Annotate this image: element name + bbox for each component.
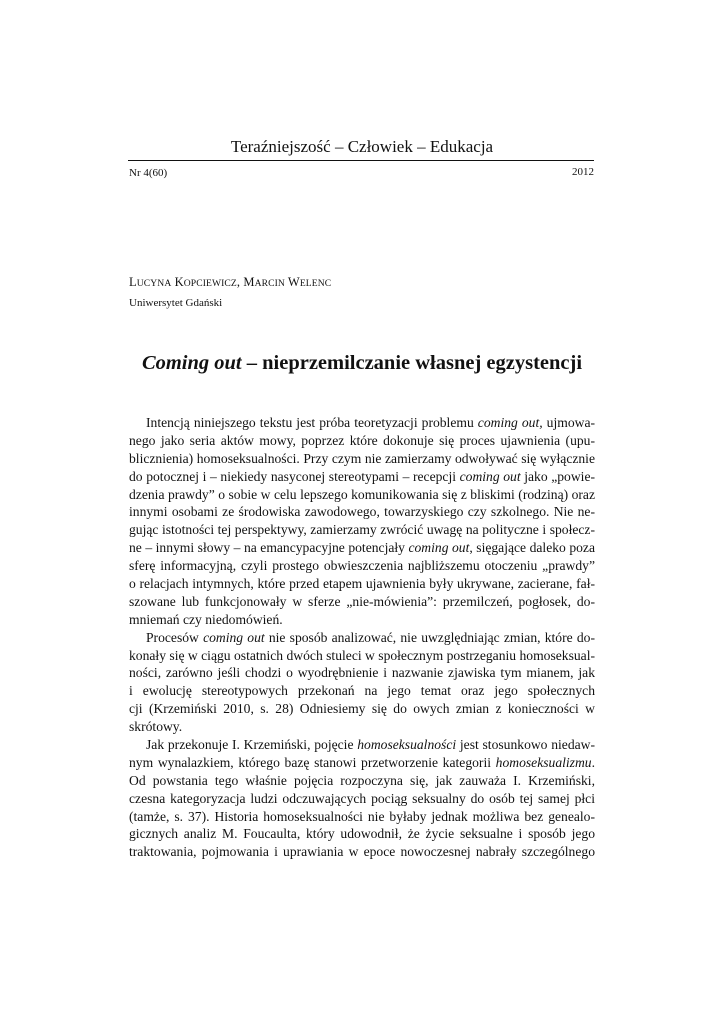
- author-names: [129, 274, 331, 292]
- body-text-run: Intencją niniejszego tekstu jest próba teoretyzacji problemu: [146, 415, 478, 430]
- body-text-run: Procesów: [146, 629, 204, 645]
- author-1-surname-rest: OPCIEWICZ: [183, 278, 237, 289]
- body-text-run: nie sposób analizować, nie uwzględniając zmian, które do-: [264, 629, 595, 645]
- body-text-run: skrótowy.: [129, 719, 183, 735]
- body-line: [129, 611, 595, 629]
- body-line: [129, 414, 595, 432]
- body-text-run: Od powstania tego właśnie pojęcia rozpoczyna się, jak zauważa I. Krzemiński,: [129, 772, 595, 788]
- body-line: [129, 593, 595, 611]
- body-italic-term: homoseksualizmu: [495, 754, 592, 770]
- body-text-run: ne – innymi słowy – na emancypacyjne potencjały: [129, 540, 409, 556]
- author-affiliation: Uniwersytet Gdański: [129, 297, 223, 309]
- body-line: [129, 790, 595, 808]
- body-text-run: ujmowa-: [542, 415, 595, 430]
- body-line: [129, 736, 595, 754]
- header-rule: [128, 160, 594, 161]
- article-title-italic: Coming out: [141, 352, 242, 374]
- body-text-run: innymi osobami ze środowiska zawodowego, towarzyskiego czy szkolnego. Nie ne-: [129, 504, 595, 520]
- body-italic-term: coming out: [459, 468, 521, 484]
- body-italic-term: homoseksualności: [357, 737, 457, 753]
- body-line: [129, 825, 595, 843]
- body-text-run: nego jako seria aktów mowy, poprzez które dokonuje się proces ujawnienia (upu-: [129, 432, 595, 448]
- body-text-run: dzenia prawdy” o sobie w celu lepszego komunikowania się z bliskimi (rodziną) oraz: [129, 486, 595, 502]
- body-line: [129, 521, 595, 539]
- body-text-run: o relacjach intymnych, które przed etapem ujawnienia były ukrywane, zacierane, fał-: [129, 576, 595, 592]
- body-text-run: czesna kategoryzacja ludzi odczuwających pociąg seksualny do osób tej samej płci: [129, 790, 595, 806]
- body-text-run: (tamże, s. 37). Historia homoseksualności nie byłaby jednak możliwa bez genealo-: [129, 808, 595, 824]
- body-line: [129, 647, 595, 665]
- body-line: [129, 575, 595, 593]
- article-title: [0, 350, 724, 376]
- author-1-surname-initial: K: [174, 275, 184, 289]
- body-text-run: i ewolucję stereotypowych przekonań na jego temat oraz jego społecznych: [129, 683, 595, 699]
- body-italic-term: coming out: [408, 540, 470, 556]
- body-line: [129, 664, 595, 682]
- body-italic-term: coming out: [203, 629, 265, 645]
- author-2-first-initial: M: [243, 275, 255, 289]
- body-text-run: traktowania, pojmowania i uprawiania w epoce nowoczesnej nabrały szczególnego: [129, 844, 595, 860]
- body-line: [129, 539, 595, 557]
- body-text-run: mniemań czy niedomówień.: [129, 611, 283, 627]
- body-text-run: gicznych analiz M. Foucaulta, który udowodnił, że życie seksualne i sposób jego: [129, 826, 595, 842]
- author-1-first-initial: L: [129, 275, 137, 289]
- body-line: [129, 843, 595, 861]
- body-text-run: szowane lub funkcjonowały w sferze „nie-mówienia”: przemilczeń, pogłosek, do-: [129, 593, 595, 609]
- body-line: [129, 629, 595, 647]
- body-line: [129, 808, 595, 826]
- body-text-run: nym wynalazkiem, którego bazę stanowi przetworzenie kategorii: [129, 754, 496, 770]
- body-text-run: , sięgające daleko poza: [469, 540, 595, 556]
- body-line: [129, 718, 595, 736]
- body-line: [129, 557, 595, 575]
- body-text-run: do potocznej i – niekiedy nasyconej stereotypami – recepcji: [129, 468, 460, 484]
- author-2-surname-rest: ELENC: [299, 278, 332, 289]
- body-italic-term: coming out,: [477, 415, 543, 430]
- body-text-run: .: [591, 754, 595, 770]
- author-2-first-rest: ARCIN: [254, 278, 285, 289]
- body-text-run: konały się w ciągu ostatnich dwóch stuleci w społecznym postrzeganiu homoseksual-: [129, 647, 595, 663]
- issue-number: Nr 4(60): [129, 167, 168, 179]
- author-2-surname-initial: W: [287, 275, 300, 289]
- body-line: [129, 772, 595, 790]
- body-text-run: ności, zarówno jeśli chodzi o wyodrębnienie i nazwanie zjawiska tym mianem, jak: [129, 665, 595, 681]
- body-text-run: blicznienia) homoseksualności. Przy czym nie zamierzamy odwoływać się wyłącznie: [129, 450, 595, 466]
- body-line: [129, 432, 595, 450]
- article-body: [129, 414, 595, 861]
- body-line: [129, 700, 595, 718]
- body-text-run: cji (Krzemiński 2010, s. 28) Odniesiemy się do owych zmian z konieczności w: [129, 701, 595, 717]
- author-1-first-rest: UCYNA: [136, 278, 172, 289]
- body-line: [129, 754, 595, 772]
- body-line: [129, 468, 595, 486]
- body-text-run: jako „powie-: [520, 468, 595, 484]
- body-text-run: Jak przekonuje I. Krzemiński, pojęcie: [146, 737, 358, 753]
- journal-title: Teraźniejszość – Człowiek – Edukacja: [230, 137, 494, 156]
- body-text-run: jest stosunkowo niedaw-: [456, 737, 595, 753]
- body-line: [129, 450, 595, 468]
- body-text-run: gując istotności tej perspektywy, zamierzamy zwrócić uwagę na polityczne i społecz-: [129, 522, 595, 538]
- body-text-run: sferę informacyjną, czyli prostego obwieszczenia najbliższemu otoczeniu „prawdy”: [129, 558, 595, 574]
- issue-year: 2012: [572, 166, 594, 178]
- body-line: [129, 486, 595, 504]
- body-line: [129, 682, 595, 700]
- article-title-rest: – nieprzemilczanie własnej egzystencji: [241, 352, 583, 374]
- body-line: [129, 503, 595, 521]
- author-separator: ,: [236, 275, 244, 289]
